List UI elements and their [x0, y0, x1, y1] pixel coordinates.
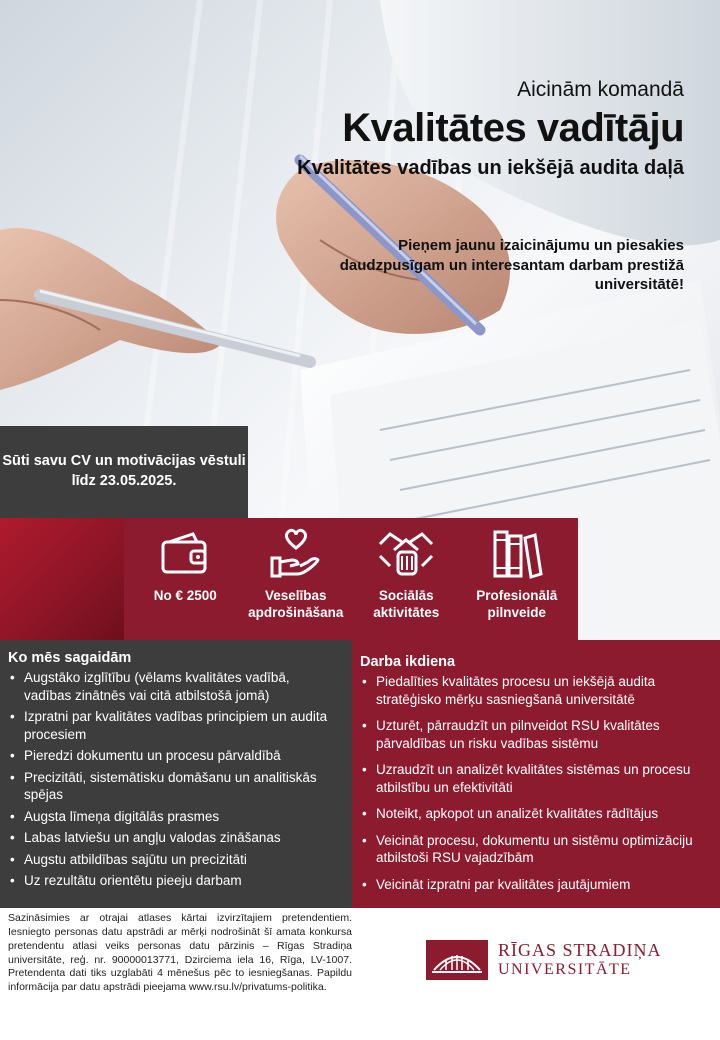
list-item: • Uz rezultātu orientētu pieeju darbam	[8, 872, 340, 890]
list-item: • Noteikt, apkopot un analizēt kvalitātes rādītājus	[360, 805, 710, 823]
list-item: • Pieredzi dokumentu un procesu pārvaldībā	[8, 747, 340, 765]
logo-line-2: UNIVERSITĀTE	[498, 961, 632, 979]
list-item: • Labas latviešu un angļu valodas zināšanas	[8, 829, 340, 847]
rsu-wordmark	[498, 940, 662, 979]
list-item: • Augstu atbildības sajūtu un precizitāti	[8, 851, 340, 869]
expectations-section	[0, 640, 352, 908]
benefits-bar	[124, 518, 578, 640]
hero-heading-group	[297, 78, 684, 180]
privacy-notice: Sazināsimies ar otrajai atlases kārtai izvirzītajiem pretendentiem. Iesniegto personas datu apstrādi ar mērķi nodrošināt šī amata konkursa pretendentu atlasi veiks personas datu pārzinis – Rīgas Stradiņa universitāte, reģ. nr. 90000013771, Dzirciema iela 16, Rīga, LV-1007. Pretendenta dati tiks uzglabāti 4 mēnešus pēc to iesniegšanas. Papildu informācija par datu apstrādi pieejama www.rsu.lv/privatums-politika.	[8, 912, 352, 994]
daily-work-title: Darba ikdiena	[360, 654, 456, 670]
list-item: • Precizitāti, sistemātisku domāšanu un analitiskās spējas	[8, 769, 340, 804]
rsu-logo	[426, 940, 662, 980]
logo-line-1: RĪGAS STRADIŅA	[498, 940, 662, 961]
benefit-development	[465, 526, 569, 640]
benefit-label: Veselības apdrošināšana	[248, 588, 344, 620]
expectations-title: Ko mēs sagaidām	[8, 650, 132, 666]
benefit-salary	[133, 526, 237, 640]
list-item: • Piedalīties kvalitātes procesu un iekšējā audita stratēģisko mērķu sasniegšanā universitātē	[360, 673, 710, 708]
handshake-icon	[374, 526, 438, 582]
benefit-health	[244, 526, 348, 640]
list-item: • Uzturēt, pārraudzīt un pilnveidot RSU kvalitātes pārvaldības un risku vadības sistēmu	[360, 717, 710, 752]
daily-work-section	[352, 640, 720, 908]
benefits-decor	[0, 518, 124, 640]
job-title: Kvalitātes vadītāju	[342, 106, 684, 150]
wallet-icon	[157, 526, 213, 582]
daily-work-list	[360, 673, 710, 893]
benefit-label: Sociālās aktivitātes	[373, 588, 440, 620]
department: Kvalitātes vadības un iekšējā audita daļā	[297, 157, 684, 179]
hero-kicker: Aicinām komandā	[517, 78, 684, 101]
rsu-emblem-icon	[426, 940, 488, 980]
list-item: • Augstāko izglītību (vēlams kvalitātes vadībā, vadības zinātnēs vai citā atbilstošā jomā)	[8, 669, 340, 704]
list-item: • Uzraudzīt un analizēt kvalitātes sistēmas un procesu atbilstību un efektivitāti	[360, 761, 710, 796]
books-icon	[489, 526, 545, 582]
hero-tagline: Pieņem jaunu izaicinājumu un piesakies daudzpusīgam un interesantam darbam prestižā universitātē!	[339, 237, 684, 293]
benefit-social	[354, 526, 458, 640]
benefit-label: No € 2500	[153, 588, 217, 603]
list-item: • Izpratni par kvalitātes vadības principiem un audita procesiem	[8, 708, 340, 743]
list-item: • Augsta līmeņa digitālās prasmes	[8, 808, 340, 826]
expectations-list	[8, 669, 340, 890]
cv-deadline-box	[0, 426, 248, 518]
cv-deadline-text: Sūti savu CV un motivācijas vēstuli līdz 23.05.2025.	[2, 453, 246, 489]
heart-hand-icon	[268, 526, 324, 582]
list-item: • Veicināt procesu, dokumentu un sistēmu optimizāciju atbilstoši RSU vajadzībām	[360, 832, 710, 867]
list-item: • Veicināt izpratni par kvalitātes jautājumiem	[360, 876, 710, 894]
benefit-label: Profesionālā pilnveide	[476, 588, 558, 620]
